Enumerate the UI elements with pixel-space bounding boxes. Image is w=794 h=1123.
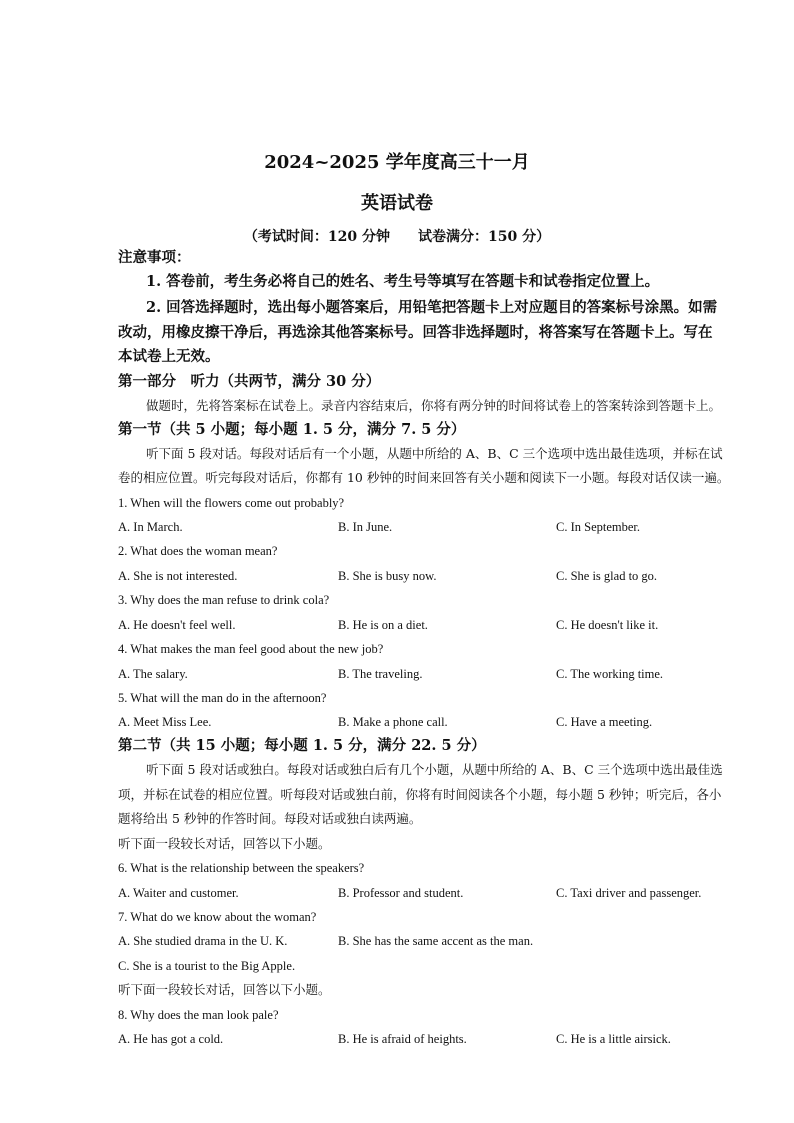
option-c: C. Have a meeting. bbox=[556, 715, 653, 729]
exam-subject: 英语试卷 bbox=[361, 193, 433, 214]
part1-heading: 第一部分 听力（共两节，满分 30 分） bbox=[118, 373, 381, 390]
option-b: B. Professor and student. bbox=[338, 886, 464, 900]
section2-heading: 第二节（共 15 小题；每小题 1. 5 分，满分 22. 5 分） bbox=[118, 737, 486, 754]
note-item-2-line-3: 本试卷上无效。 bbox=[118, 348, 220, 365]
section1-intro-line-2: 卷的相应位置。听完每段对话后，你都有 10 秒钟的时间来回答有关小题和阅读下一小题。每段对话仅读一遍。 bbox=[118, 470, 730, 485]
section2-intro-line-1: 听下面 5 段对话或独白。每段对话或独白后有几个小题，从题中所给的 A、B、C 三个选项中选出最佳选 bbox=[146, 762, 723, 777]
question-4-options bbox=[118, 664, 794, 684]
option-c: C. She is glad to go. bbox=[556, 569, 658, 583]
question-2-options bbox=[118, 566, 794, 586]
question-7-options bbox=[118, 931, 794, 951]
question-4: 4. What makes the man feel good about the new job? bbox=[118, 642, 384, 656]
option-a: A. She studied drama in the U. K. bbox=[118, 934, 288, 948]
option-c: C. The working time. bbox=[556, 667, 664, 681]
option-a: A. He doesn't feel well. bbox=[118, 618, 236, 632]
option-b: B. He is afraid of heights. bbox=[338, 1032, 467, 1046]
question-6: 6. What is the relationship between the speakers? bbox=[118, 861, 365, 875]
option-a: A. He has got a cold. bbox=[118, 1032, 224, 1046]
section1-intro-line-1: 听下面 5 段对话。每段对话后有一个小题，从题中所给的 A、B、C 三个选项中选出最佳选项，并标在试 bbox=[146, 446, 723, 461]
question-1-options bbox=[118, 517, 794, 537]
option-c: C. In September. bbox=[556, 520, 641, 534]
notes-heading: 注意事项： bbox=[118, 249, 191, 266]
option-c: C. Taxi driver and passenger. bbox=[556, 886, 702, 900]
question-8: 8. Why does the man look pale? bbox=[118, 1008, 279, 1022]
option-b: B. He is on a diet. bbox=[338, 618, 428, 632]
question-7-option-c-row bbox=[118, 956, 794, 976]
question-6-options bbox=[118, 883, 794, 903]
option-a: A. Meet Miss Lee. bbox=[118, 715, 212, 729]
exam-score: 试卷满分：150 分） bbox=[418, 229, 551, 245]
question-8-options bbox=[118, 1029, 794, 1049]
option-c: C. He is a little airsick. bbox=[556, 1032, 671, 1046]
question-3: 3. Why does the man refuse to drink cola? bbox=[118, 593, 330, 607]
option-b: B. In June. bbox=[338, 520, 393, 534]
option-b: B. She is busy now. bbox=[338, 569, 437, 583]
option-a: A. Waiter and customer. bbox=[118, 886, 239, 900]
listen-instruction-2: 听下面一段较长对话，回答以下小题。 bbox=[118, 982, 331, 997]
question-5-options bbox=[118, 712, 794, 732]
option-c: C. He doesn't like it. bbox=[556, 618, 659, 632]
question-2: 2. What does the woman mean? bbox=[118, 544, 278, 558]
option-c: C. She is a tourist to the Big Apple. bbox=[118, 959, 296, 973]
question-7: 7. What do we know about the woman? bbox=[118, 910, 317, 924]
option-a: A. In March. bbox=[118, 520, 183, 534]
option-a: A. She is not interested. bbox=[118, 569, 238, 583]
listen-instruction-1: 听下面一段较长对话，回答以下小题。 bbox=[118, 836, 331, 851]
option-b: B. She has the same accent as the man. bbox=[338, 934, 534, 948]
option-b: B. Make a phone call. bbox=[338, 715, 448, 729]
question-5: 5. What will the man do in the afternoon? bbox=[118, 691, 327, 705]
section2-intro-line-2: 项，并标在试卷的相应位置。听每段对话或独白前，你将有时间阅读各个小题，每小题 5 秒钟；听完后，各小 bbox=[118, 787, 722, 802]
exam-info bbox=[0, 226, 794, 248]
section1-heading: 第一节（共 5 小题；每小题 1. 5 分，满分 7. 5 分） bbox=[118, 421, 466, 438]
option-a: A. The salary. bbox=[118, 667, 188, 681]
note-item-2-line-2: 改动，用橡皮擦干净后，再选涂其他答案标号。回答非选择题时，将答案写在答题卡上。写在 bbox=[118, 324, 713, 341]
option-b: B. The traveling. bbox=[338, 667, 423, 681]
question-3-options bbox=[118, 615, 794, 635]
note-item-2-line-1: 2. 回答选择题时，选出每小题答案后，用铅笔把答题卡上对应题目的答案标号涂黑。如需 bbox=[146, 299, 718, 316]
section2-intro-line-3: 题将给出 5 秒钟的作答时间。每段对话或独白读两遍。 bbox=[118, 811, 422, 826]
part1-intro: 做题时，先将答案标在试卷上。录音内容结束后，你将有两分钟的时间将试卷上的答案转涂到答题卡上。 bbox=[146, 398, 722, 413]
question-1: 1. When will the flowers come out probably? bbox=[118, 496, 345, 510]
exam-title: 2024~2025 学年度高三十一月 bbox=[264, 152, 530, 173]
note-item-1: 1. 答卷前，考生务必将自己的姓名、考生号等填写在答题卡和试卷指定位置上。 bbox=[146, 273, 660, 290]
exam-time: （考试时间：120 分钟 bbox=[243, 229, 390, 245]
